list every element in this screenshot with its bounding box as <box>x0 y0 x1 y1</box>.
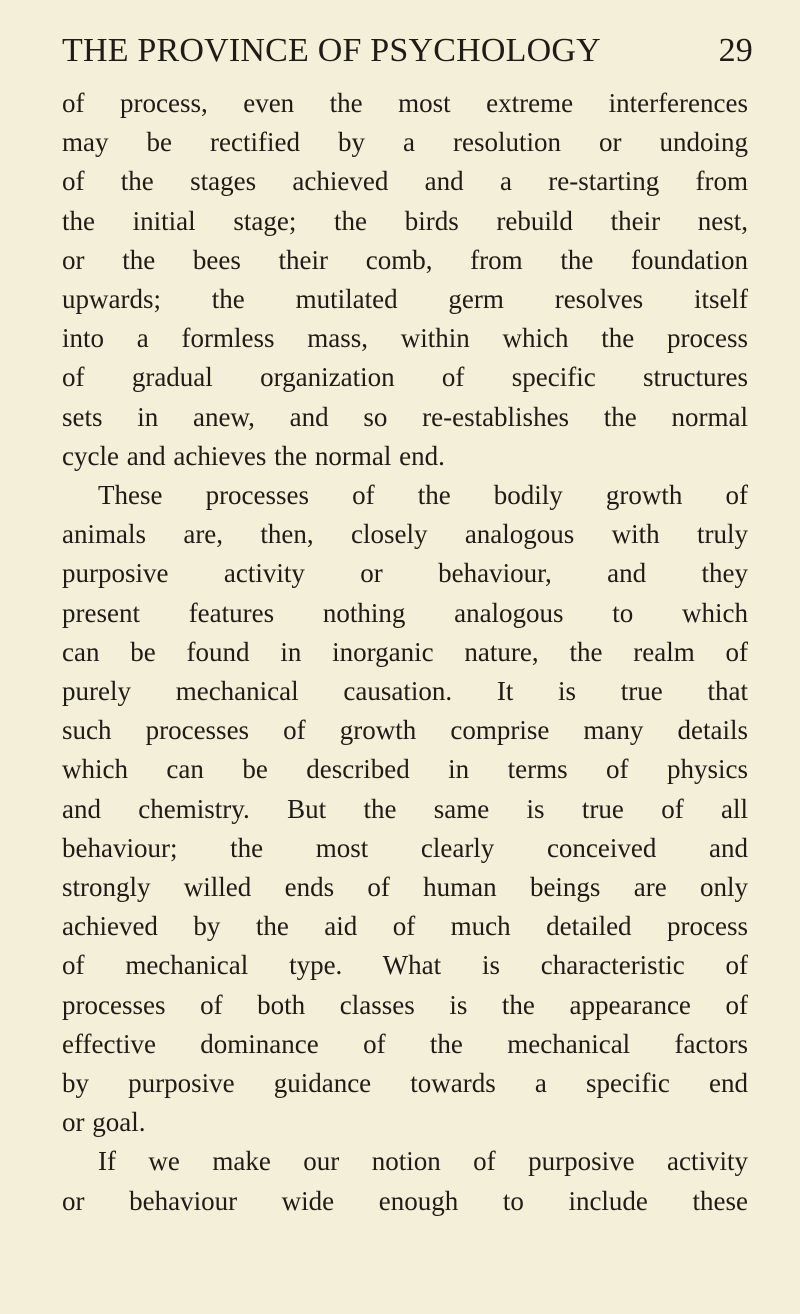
text-line: of the stages achieved and a re-starting from <box>62 166 748 197</box>
text-line: and chemistry. But the same is true of all <box>62 793 748 824</box>
text-line: cycle and achieves the normal end. <box>62 440 445 471</box>
page-number: 29 <box>718 32 753 69</box>
text-line: achieved by the aid of much detailed process <box>62 911 748 942</box>
text-line: behaviour; the most clearly conceived and <box>62 832 748 863</box>
body-text <box>62 84 748 1221</box>
running-head <box>62 28 753 74</box>
text-line: purely mechanical causation. It is true that <box>62 676 748 707</box>
text-line: processes of both classes is the appearance of <box>62 989 748 1020</box>
paragraph-start-line: These processes of the bodily growth of <box>98 480 748 511</box>
text-line: may be rectified by a resolution or undoing <box>62 127 748 158</box>
paragraph-start-line: If we make our notion of purposive activity <box>98 1146 748 1177</box>
text-line: of process, even the most extreme interferences <box>62 88 748 118</box>
text-line: which can be described in terms of physics <box>62 754 748 785</box>
text-line: or the bees their comb, from the foundation <box>62 244 748 275</box>
text-line: into a formless mass, within which the process <box>62 323 748 354</box>
text-line: the initial stage; the birds rebuild their nest, <box>62 205 748 236</box>
text-line: or behaviour wide enough to include these <box>62 1185 748 1216</box>
running-head-title: THE PROVINCE OF PSYCHOLOGY <box>62 32 601 69</box>
text-line: effective dominance of the mechanical factors <box>62 1028 748 1059</box>
text-line: such processes of growth comprise many details <box>62 715 748 746</box>
text-line: present features nothing analogous to which <box>62 597 748 628</box>
text-line: by purposive guidance towards a specific end <box>62 1068 748 1099</box>
text-line: animals are, then, closely analogous with truly <box>62 519 748 550</box>
text-line: purposive activity or behaviour, and they <box>62 558 748 589</box>
text-line: or goal. <box>62 1107 146 1138</box>
text-line: can be found in inorganic nature, the realm of <box>62 636 748 667</box>
text-line: sets in anew, and so re-establishes the normal <box>62 401 748 432</box>
text-line: of gradual organization of specific structures <box>62 362 748 393</box>
text-line: upwards; the mutilated germ resolves itself <box>62 284 748 315</box>
text-line: strongly willed ends of human beings are only <box>62 872 748 903</box>
text-line: of mechanical type. What is characteristic of <box>62 950 748 981</box>
